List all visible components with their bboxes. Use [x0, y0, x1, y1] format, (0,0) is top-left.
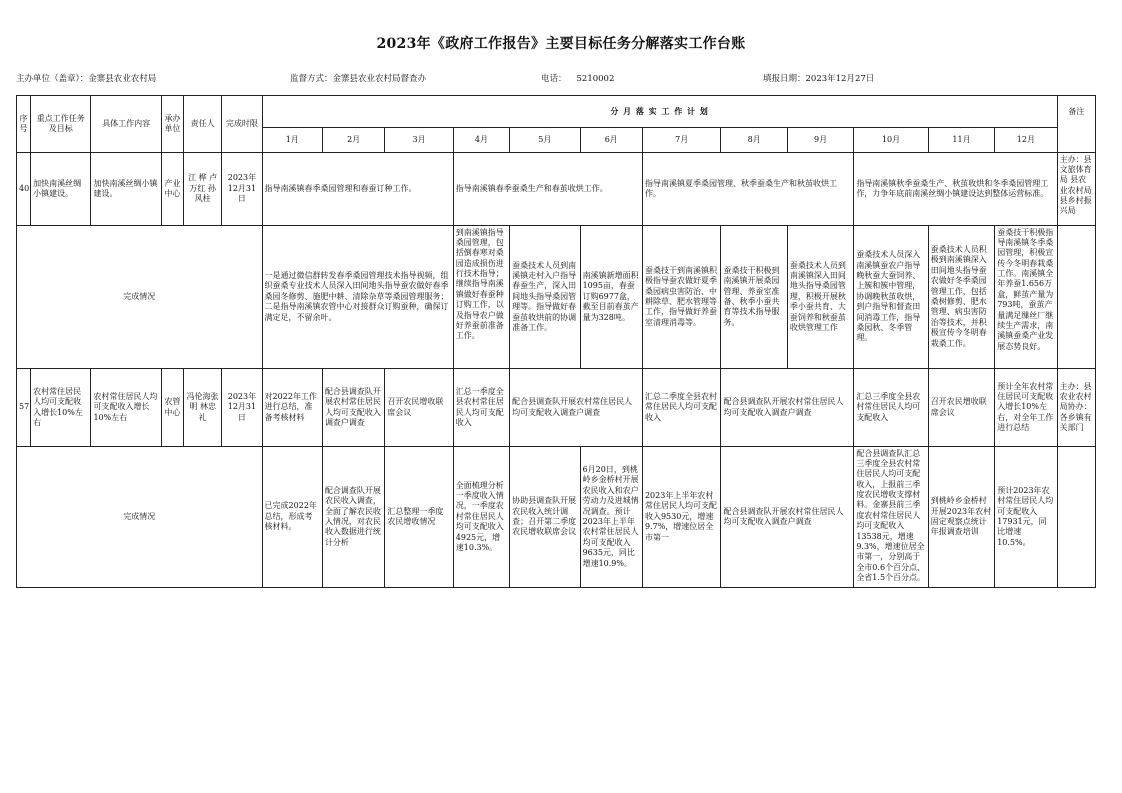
- fill-date: 填报日期：2023年12月27日: [763, 74, 875, 84]
- done-oct: 蚕桑技术人员深入南溪镇蚕农户指导晚秋蚕大蚕饲养、上簇和簇中管理，协调晚秋茧收烘，到户指导和督查田间消毒工作，指导桑园秋、冬季管理。: [854, 226, 928, 369]
- row-deadline: 2023年12月31日: [222, 369, 262, 447]
- header-goal: 重点工作任务及目标: [31, 96, 91, 153]
- done-label: 完成情况: [17, 447, 263, 588]
- header-seq: 序号: [17, 96, 31, 153]
- phone-label: 电话：: [541, 74, 567, 84]
- done-jul: 2023年上半年农村常住居民人均可支配收入9530元，增速9.7%，增速位居全市第一: [642, 447, 721, 588]
- row-goal: 加快南溪丝绸小镇建设。: [31, 153, 91, 226]
- done-dec: [995, 226, 1057, 369]
- done-jun: 南溪镇新增面积1095亩，春蚕订购6977盒，截至目前春茧产量为328吨。: [580, 226, 642, 369]
- header-month: 3月: [385, 128, 453, 153]
- done-mar: 汇总整理一季度农民增收情况: [385, 447, 453, 588]
- header-deadline: 完成时限: [222, 96, 262, 153]
- header-month: 1月: [262, 128, 322, 153]
- table-row: [17, 369, 1096, 447]
- header-month: 9月: [787, 128, 853, 153]
- done-label: 完成情况: [17, 226, 263, 369]
- header-person: 责任人: [184, 96, 222, 153]
- done-note: [1057, 226, 1095, 369]
- header-month: 2月: [322, 128, 384, 153]
- done-oct: [854, 447, 928, 588]
- header-row-1: [17, 96, 1096, 128]
- done-q1: 一是通过微信群转发春季桑园管理技术指导视频，组织蚕桑专业技术人员深入田间地头指导蚕农做好春季桑园冬修剪、施肥中耕、清除杂草等桑园管理服务；二是指导南溪镇农管中心对接群众订购蚕种，确保订满定足，不留余叶。: [262, 226, 453, 369]
- header-month: 10月: [854, 128, 928, 153]
- done-may: 协助县调查队开展农民收入统计调查；召开第二季度农民增收联席会议: [510, 447, 580, 588]
- table-row: [17, 226, 1096, 369]
- plan-feb: 配合县调查队开展农村常住居民人均可支配收入调查户调查: [322, 369, 384, 447]
- plan-q1: 指导南溪镇春季桑园管理和春蚕订种工作。: [262, 153, 453, 226]
- plan-q3: 指导南溪镇夏季桑园管理、秋季蚕桑生产和秋茧收烘工作。: [642, 153, 853, 226]
- header-month: 8月: [721, 128, 787, 153]
- row-goal: 农村常住居民人均可支配收入增长10%左右: [31, 369, 91, 447]
- row-unit: 农管中心: [161, 369, 183, 447]
- done-jun: 6月20日，到桃岭乡金桥村开展农民收入和农户劳动力及进城情况调查。预计2023年上半年农村常住居民人均可支配收入9635元，同比增速10.9%。: [580, 447, 642, 588]
- row-content: 加快南溪丝绸小镇建设。: [91, 153, 161, 226]
- done-apr: [453, 226, 509, 369]
- done-aug: 蚕桑技干积极到南溪镇开展桑园管理、养蚕室准备、秋季小蚕共育等技术指导服务。: [721, 226, 787, 369]
- row-deadline: 2023年12月31日: [222, 153, 262, 226]
- done-dec-text: 蚕桑技干积极指导南溪镇冬季桑园管理，积极宣传今冬明春栽桑工作。南溪镇全年养蚕1.656万盒，鲜茧产量为793吨，蚕茧产量满足缫丝厂继续生产需求，南溪镇蚕桑产业发展态势良好。: [997, 227, 1054, 351]
- done-apr-text: 到南溪镇指导桑园管理，包括倒春寒对桑园造成损伤进行技术指导；继续指导南溪镇做好春蚕种订购工作，以及指导农户做好养蚕前准备工作。: [455, 227, 504, 341]
- plan-apr: 汇总一季度全县农村常住居民人均可支配收入: [453, 369, 509, 447]
- plan-q4: 指导南溪镇秋季蚕桑生产、秋茧收烘和冬季桑园管理工作，力争年底前南溪丝绸小镇建设达到整体运营标准。: [854, 153, 1057, 226]
- done-nov: 蚕桑技术人员积极到南溪镇深入田间地头指导蚕农做好冬季桑园管理工作，包括桑树修剪、肥水管理、病虫害防治等技术，并积极宣传今冬明春栽桑工作。: [928, 226, 994, 369]
- header-month: 12月: [995, 128, 1057, 153]
- done-nov: 到桃岭乡金桥村开展2023年农村固定观察点统计年报调查培训: [928, 447, 994, 588]
- header-note-cont: [1057, 128, 1095, 153]
- plan-jan: 对2022年工作进行总结，准备考核材料: [262, 369, 322, 447]
- table-row: [17, 153, 1096, 226]
- header-plan: 分 月 落 实 工 作 计 划: [262, 96, 1057, 128]
- done-jan: 已完成2022年总结，形成考核材料。: [262, 447, 322, 588]
- header-month: 4月: [453, 128, 509, 153]
- header-month: 6月: [580, 128, 642, 153]
- plan-q2: 指导南溪镇春季蚕桑生产和春茧收烘工作。: [453, 153, 642, 226]
- header-month: 7月: [642, 128, 721, 153]
- header-unit: 承办单位: [161, 96, 183, 153]
- row-content: 农村常住居民人均可支配收入增长10%左右: [91, 369, 161, 447]
- done-jul: 蚕桑技干到南溪镇积极指导蚕农做好夏季桑园病虫害防治、中耕除草、肥水管理等工作，指导做好养蚕室清理消毒等。: [642, 226, 721, 369]
- done-sep: 蚕桑技术人员到南溪镇深入田间地头指导桑园管理，积极开展秋季小蚕共育、大蚕饲养和秋蚕茧收烘管理工作: [787, 226, 853, 369]
- row-note: [1057, 153, 1095, 226]
- row-person: 冯伦海张明 林忠礼: [184, 369, 222, 447]
- row-seq: 40: [17, 153, 31, 226]
- row-note-text: 主办：县文旅体育局 县农业农村局 县乡村振兴局: [1059, 154, 1092, 216]
- row-note: 主办：县农业农村局协办：各乡镇有关部门: [1057, 369, 1095, 447]
- done-feb: 配合调查队开展农民收入调查，全面了解农民收入情况，对农民收入数据进行统计分析: [322, 447, 384, 588]
- header-month: 11月: [928, 128, 994, 153]
- done-apr: 全面梳理分析一季度收入情况，一季度农村常住居民人均可支配收入4925元，增速10.3%。: [453, 447, 509, 588]
- plan-dec: 预计全年农村常住居民可支配收入增长10%左右，对全年工作进行总结: [995, 369, 1057, 447]
- task-ledger-table: [16, 95, 1096, 588]
- done-aug-sep: 配合县调查队开展农村常住居民人均可支配收入调查户调查: [721, 447, 854, 588]
- plan-oct: 汇总三季度全县农村常住居民人均可支配收入: [854, 369, 928, 447]
- done-note: [1057, 447, 1095, 588]
- header-content: 具体工作内容: [91, 96, 161, 153]
- table-row: [17, 447, 1096, 588]
- row-seq: 57: [17, 369, 31, 447]
- row-person: 江 桦 卢万红 孙风柱: [184, 153, 222, 226]
- plan-jul: 汇总二季度全县农村常住居民人均可支配收入: [642, 369, 721, 447]
- host-unit: 主办单位（盖章）：金寨县农业农村局: [16, 74, 157, 84]
- done-may: 蚕桑技术人员到南溪镇走村入户指导春蚕生产，深入田间地头指导桑园管理等。指导做好春蚕茧收烘前的协调准备工作。: [510, 226, 580, 369]
- plan-mar: 召开农民增收联席会议: [385, 369, 453, 447]
- plan-nov: 召开农民增收联席会议: [928, 369, 994, 447]
- page-title: 2023年《政府工作报告》主要目标任务分解落实工作台账: [376, 36, 746, 52]
- supervise-method: 监督方式：金寨县农业农村局督查办: [290, 74, 427, 84]
- phone-field: [541, 72, 614, 84]
- plan-may-jun: 配合县调查队开展农村常住居民人均可支配收入调查户调查: [510, 369, 643, 447]
- header-note: 备注: [1057, 96, 1095, 128]
- plan-aug-sep: 配合县调查队开展农村常住居民人均可支配收入调查户调查: [721, 369, 854, 447]
- row-unit: 产业中心: [161, 153, 183, 226]
- header-month: 5月: [510, 128, 580, 153]
- done-dec: 预计2023年农村常住居民人均可支配收入17931元，同比增速10.5%。: [995, 447, 1057, 588]
- phone-number: 5210002: [576, 74, 615, 84]
- done-oct-text: 配合县调查队汇总三季度全县农村常住居民人均可支配收入，上报前三季度农民增收支撑材料。金寨县前三季度农村常住居民人均可支配收入13538元，增速9.3%，增速位居全市第一，分别高于全市0.6个百分点、全省1.5个百分点。: [856, 448, 926, 583]
